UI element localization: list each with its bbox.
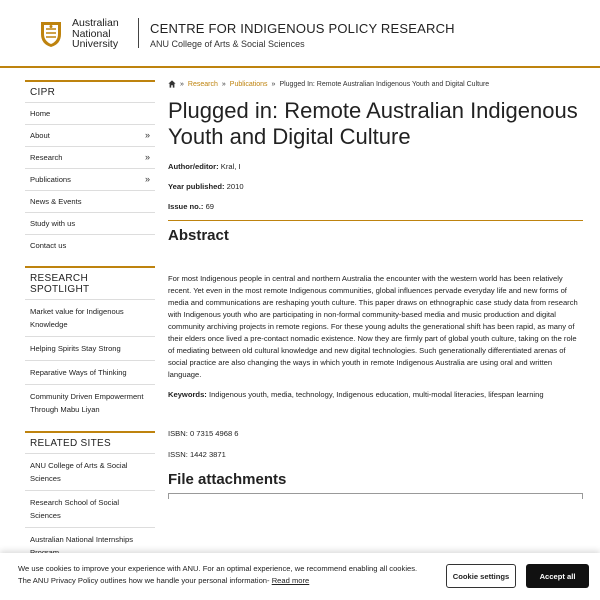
sidebar-item-news-events[interactable] [25, 191, 155, 213]
breadcrumb-separator: » [271, 80, 276, 88]
cookie-message: We use cookies to improve your experience with ANU. For an optimal experience, we recommend enabling all cookies. The ANU Privacy Policy outlines how we handle your personal information- [18, 564, 418, 585]
home-icon[interactable] [168, 80, 176, 88]
anu-wordmark-line: Australian [72, 17, 119, 30]
anu-wordmark [72, 18, 119, 50]
spotlight-link[interactable] [25, 337, 155, 361]
author-row [168, 162, 583, 171]
sidebar-item-label[interactable]: News & Events [30, 197, 82, 206]
sidebar-nav-heading: CIPR [25, 82, 155, 103]
sidebar-nav [25, 80, 155, 256]
issue-label: Issue no.: [168, 202, 204, 211]
abstract-text: For most Indigenous people in central and northern Australia the encounter with the western world has been relatively recent. Yet even in the most remote Indigenous communities, global influences pervade everyday life and new forms of media and communications are reshaping youth culture. This paper draws on ethnographic case study data from research with Indigenous youth who are participating in non-formal community-based media and music production and digital community archiving projects in remote regions. For these young adults the generational shift has been rapid, as many of their elders once lived a pre-contact nomadic existence. Now they are firmly part of global youth culture, taking on the role of mediating between old cultural knowledge and new digital technologies. Such generationally differentiated arenas of social practice are also changing the ways in which youth in remote Indigenous Australia are using oral and written language. [168, 274, 578, 379]
anu-wordmark-line: University [72, 38, 119, 51]
related-site-label[interactable]: ANU College of Arts & Social Sciences [30, 461, 128, 483]
cookie-text [18, 563, 428, 587]
related-site-link[interactable] [25, 491, 155, 528]
file-attachments-box [168, 493, 583, 499]
main-content [168, 78, 583, 499]
spotlight-link-label[interactable]: Reparative Ways of Thinking [30, 368, 127, 377]
related-sites-heading: RELATED SITES [25, 433, 155, 454]
keywords-label: Keywords: [168, 390, 207, 399]
keywords [168, 389, 583, 401]
breadcrumb-separator: » [180, 80, 184, 88]
sidebar-item-about[interactable] [25, 125, 155, 147]
file-attachments-heading: File attachments [168, 471, 287, 488]
expand-arrow-icon[interactable]: » [144, 174, 150, 184]
abstract-heading: Abstract [168, 227, 229, 244]
sidebar-item-publications[interactable] [25, 169, 155, 191]
spotlight-link-label[interactable]: Helping Spirits Stay Strong [30, 344, 121, 353]
spotlight-link-label[interactable]: Community Driven Empowerment Through Mabu Liyan [30, 392, 144, 414]
accept-all-button[interactable]: Accept all [526, 564, 589, 588]
read-more-link[interactable]: Read more [271, 576, 310, 585]
sidebar-item-home[interactable] [25, 103, 155, 125]
sidebar-item-study[interactable] [25, 213, 155, 235]
issn: ISSN: 1442 3871 [168, 450, 226, 459]
spotlight-link[interactable] [25, 361, 155, 385]
sidebar [25, 80, 155, 574]
site-header [0, 0, 600, 68]
isbn: ISBN: 0 7315 4968 6 [168, 429, 239, 438]
sidebar-item-label[interactable]: About [30, 131, 50, 140]
cookie-banner [0, 553, 600, 600]
spotlight-link-label[interactable]: Market value for Indigenous Knowledge [30, 307, 124, 329]
site-title-text[interactable]: CENTRE FOR INDIGENOUS POLICY RESEARCH [150, 21, 455, 36]
cookie-settings-button[interactable]: Cookie settings [446, 564, 516, 588]
section-divider [168, 220, 583, 221]
sidebar-item-label[interactable]: Publications [30, 175, 71, 184]
related-site-label[interactable]: Research School of Social Sciences [30, 498, 120, 520]
research-spotlight [25, 266, 155, 421]
research-spotlight-heading: RESEARCH SPOTLIGHT [25, 268, 155, 300]
anu-wordmark-line: National [72, 27, 111, 40]
breadcrumb-separator: » [221, 80, 226, 88]
author-label: Author/editor: [168, 162, 219, 171]
expand-arrow-icon[interactable]: » [144, 130, 150, 140]
sidebar-item-contact[interactable] [25, 235, 155, 256]
site-subtitle-text[interactable]: ANU College of Arts & Social Sciences [150, 39, 305, 49]
site-title[interactable] [150, 22, 455, 49]
breadcrumb-current: Plugged In: Remote Australian Indigenous Youth and Digital Culture [279, 80, 490, 88]
related-sites [25, 431, 155, 564]
page-title: Plugged in: Remote Australian Indigenous Youth and Digital Culture [168, 98, 578, 149]
issue-row [168, 202, 583, 211]
year-label: Year published: [168, 182, 225, 191]
sidebar-item-label[interactable]: Contact us [30, 241, 67, 250]
spotlight-link[interactable] [25, 300, 155, 337]
anu-logo[interactable] [40, 18, 119, 50]
anu-crest-icon [40, 20, 62, 48]
related-site-label[interactable]: Australian National Internships [30, 535, 133, 544]
spotlight-link[interactable] [25, 385, 155, 421]
expand-arrow-icon[interactable]: » [144, 152, 150, 162]
year-row [168, 182, 583, 191]
breadcrumb-publications[interactable]: Publications [229, 80, 268, 88]
sidebar-item-research[interactable] [25, 147, 155, 169]
breadcrumb [168, 78, 583, 90]
issue-value: 69 [205, 202, 215, 211]
header-divider [138, 18, 139, 48]
sidebar-item-label[interactable]: Research [30, 153, 63, 162]
year-value: 2010 [226, 182, 244, 191]
breadcrumb-research[interactable]: Research [187, 80, 218, 88]
publication-meta [168, 162, 583, 211]
sidebar-item-label[interactable]: Study with us [30, 219, 76, 228]
keywords-value: Indigenous youth, media, technology, Indigenous education, multi-modal literacies, lifespan learning [208, 390, 544, 399]
sidebar-item-label[interactable]: Home [30, 109, 51, 118]
related-site-link[interactable] [25, 454, 155, 491]
author-value: Kral, I [220, 162, 241, 171]
